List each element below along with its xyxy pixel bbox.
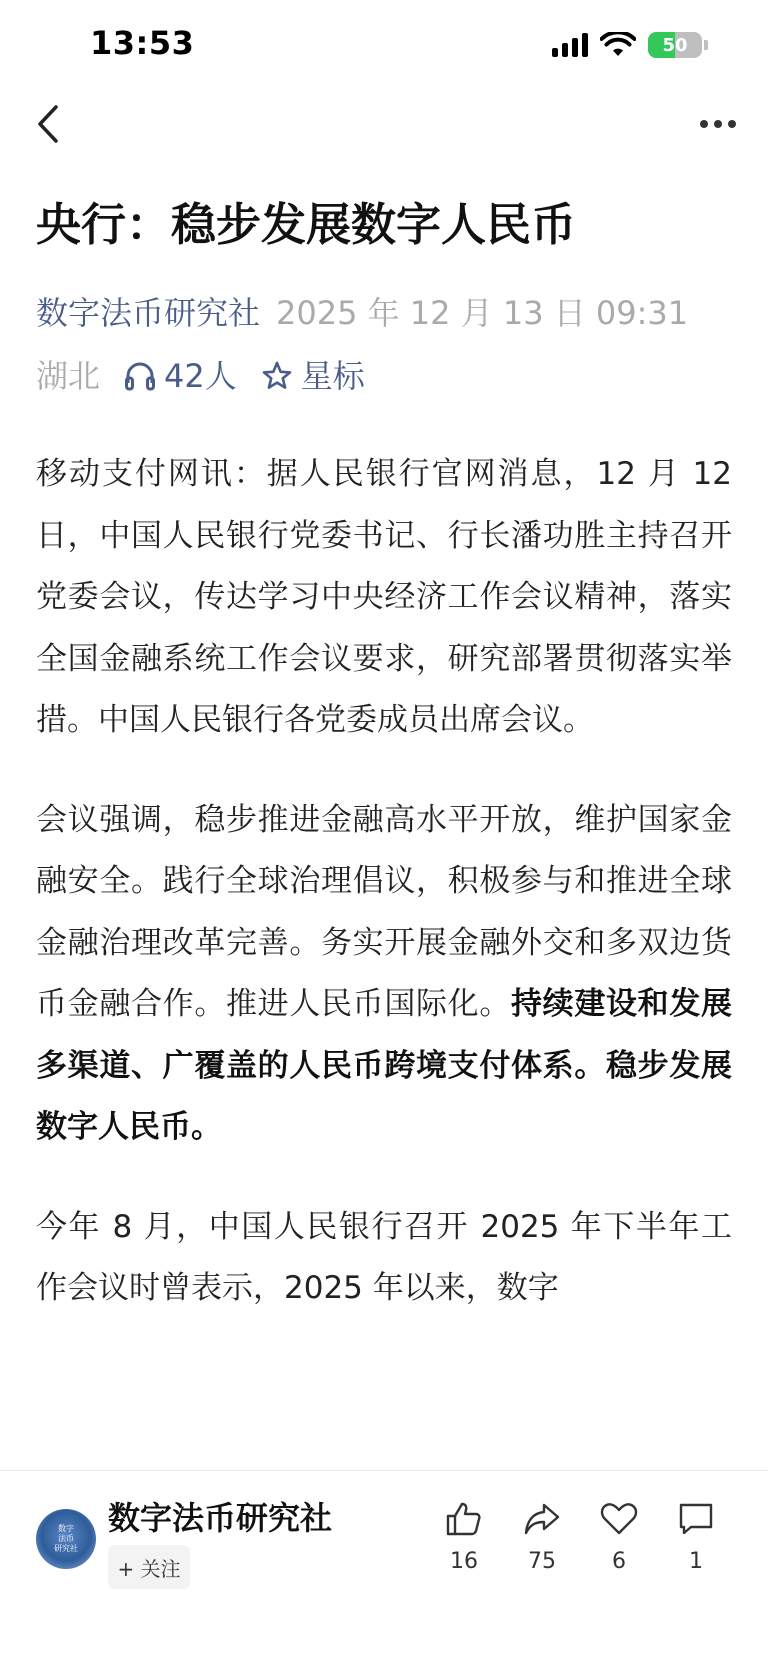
headphones-icon (124, 361, 156, 391)
article-paragraph: 移动支付网讯：据人民银行官网消息，12 月 12 日，中国人民银行党委书记、行长潘功胜主持召开党委会议，传达学习中央经济工作会议精神，落实全国金融系统工作会议要求，研究部署贯彻落实举措。中国人民银行各党委成员出席会议。 (36, 456, 732, 738)
chevron-left-icon (36, 104, 60, 144)
bottom-action-bar (0, 1470, 768, 1662)
status-icons (552, 30, 708, 60)
favorite-count: 6 (612, 1549, 626, 1574)
more-options-button[interactable] (690, 100, 746, 148)
follow-button[interactable]: + 关注 (108, 1545, 190, 1589)
star-icon (261, 360, 293, 392)
favorite-button[interactable] (587, 1501, 651, 1574)
share-icon (523, 1501, 561, 1537)
avatar[interactable]: 数字 法币 研究社 (36, 1509, 96, 1569)
comment-button[interactable] (664, 1501, 728, 1574)
battery-icon (648, 32, 702, 58)
article-paragraph: 会议强调，稳步推进金融高水平开放，维护国家金融安全。践行全球治理倡议，积极参与和推进全球金融治理改革完善。务实开展金融外交和多双边货币金融合作。推进人民币国际化。持续建设和发展多渠道、广覆盖的人民币跨境支付体系。稳步发展数字人民币。 (36, 801, 732, 1145)
wifi-icon (600, 32, 636, 58)
thumbs-up-icon (445, 1501, 483, 1537)
article-title: 央行：稳步发展数字人民币 (36, 198, 577, 251)
comment-icon (677, 1501, 715, 1537)
comment-count: 1 (689, 1549, 703, 1574)
publish-date: 2025 年 12 月 13 日 09:31 (276, 294, 689, 332)
listen-count-label: 42人 (164, 357, 237, 395)
more-dot-icon (728, 120, 736, 128)
article-meta-secondary (36, 356, 365, 396)
article-meta (36, 293, 746, 333)
back-button[interactable] (24, 100, 72, 148)
nav-bar (0, 92, 768, 156)
battery-percent: 50 (662, 34, 688, 56)
account-name[interactable]: 数字法币研究社 (108, 1499, 333, 1537)
share-count: 75 (528, 1549, 556, 1574)
status-time: 13:53 (90, 24, 195, 62)
location: 湖北 (36, 357, 101, 395)
article-paragraph: 今年 8 月，中国人民银行召开 2025 年下半年工作会议时曾表示，2025 年以来，数字 (36, 1208, 732, 1306)
like-button[interactable] (432, 1501, 496, 1574)
listen-count[interactable] (124, 356, 237, 396)
more-dot-icon (714, 120, 722, 128)
heart-icon (600, 1501, 638, 1537)
more-dot-icon (700, 120, 708, 128)
battery-cap (704, 40, 708, 50)
status-bar (0, 0, 768, 90)
like-count: 16 (450, 1549, 478, 1574)
share-button[interactable] (510, 1501, 574, 1574)
star-label: 星标 (300, 357, 365, 395)
article-bold-text: 持续建设和发展多渠道、广覆盖的人民币跨境支付体系。稳步发展数字人民币。 (36, 986, 732, 1145)
author-link[interactable]: 数字法币研究社 (36, 294, 261, 332)
signal-icon (552, 33, 588, 57)
article-body (36, 444, 732, 1358)
star-button[interactable] (261, 356, 365, 396)
